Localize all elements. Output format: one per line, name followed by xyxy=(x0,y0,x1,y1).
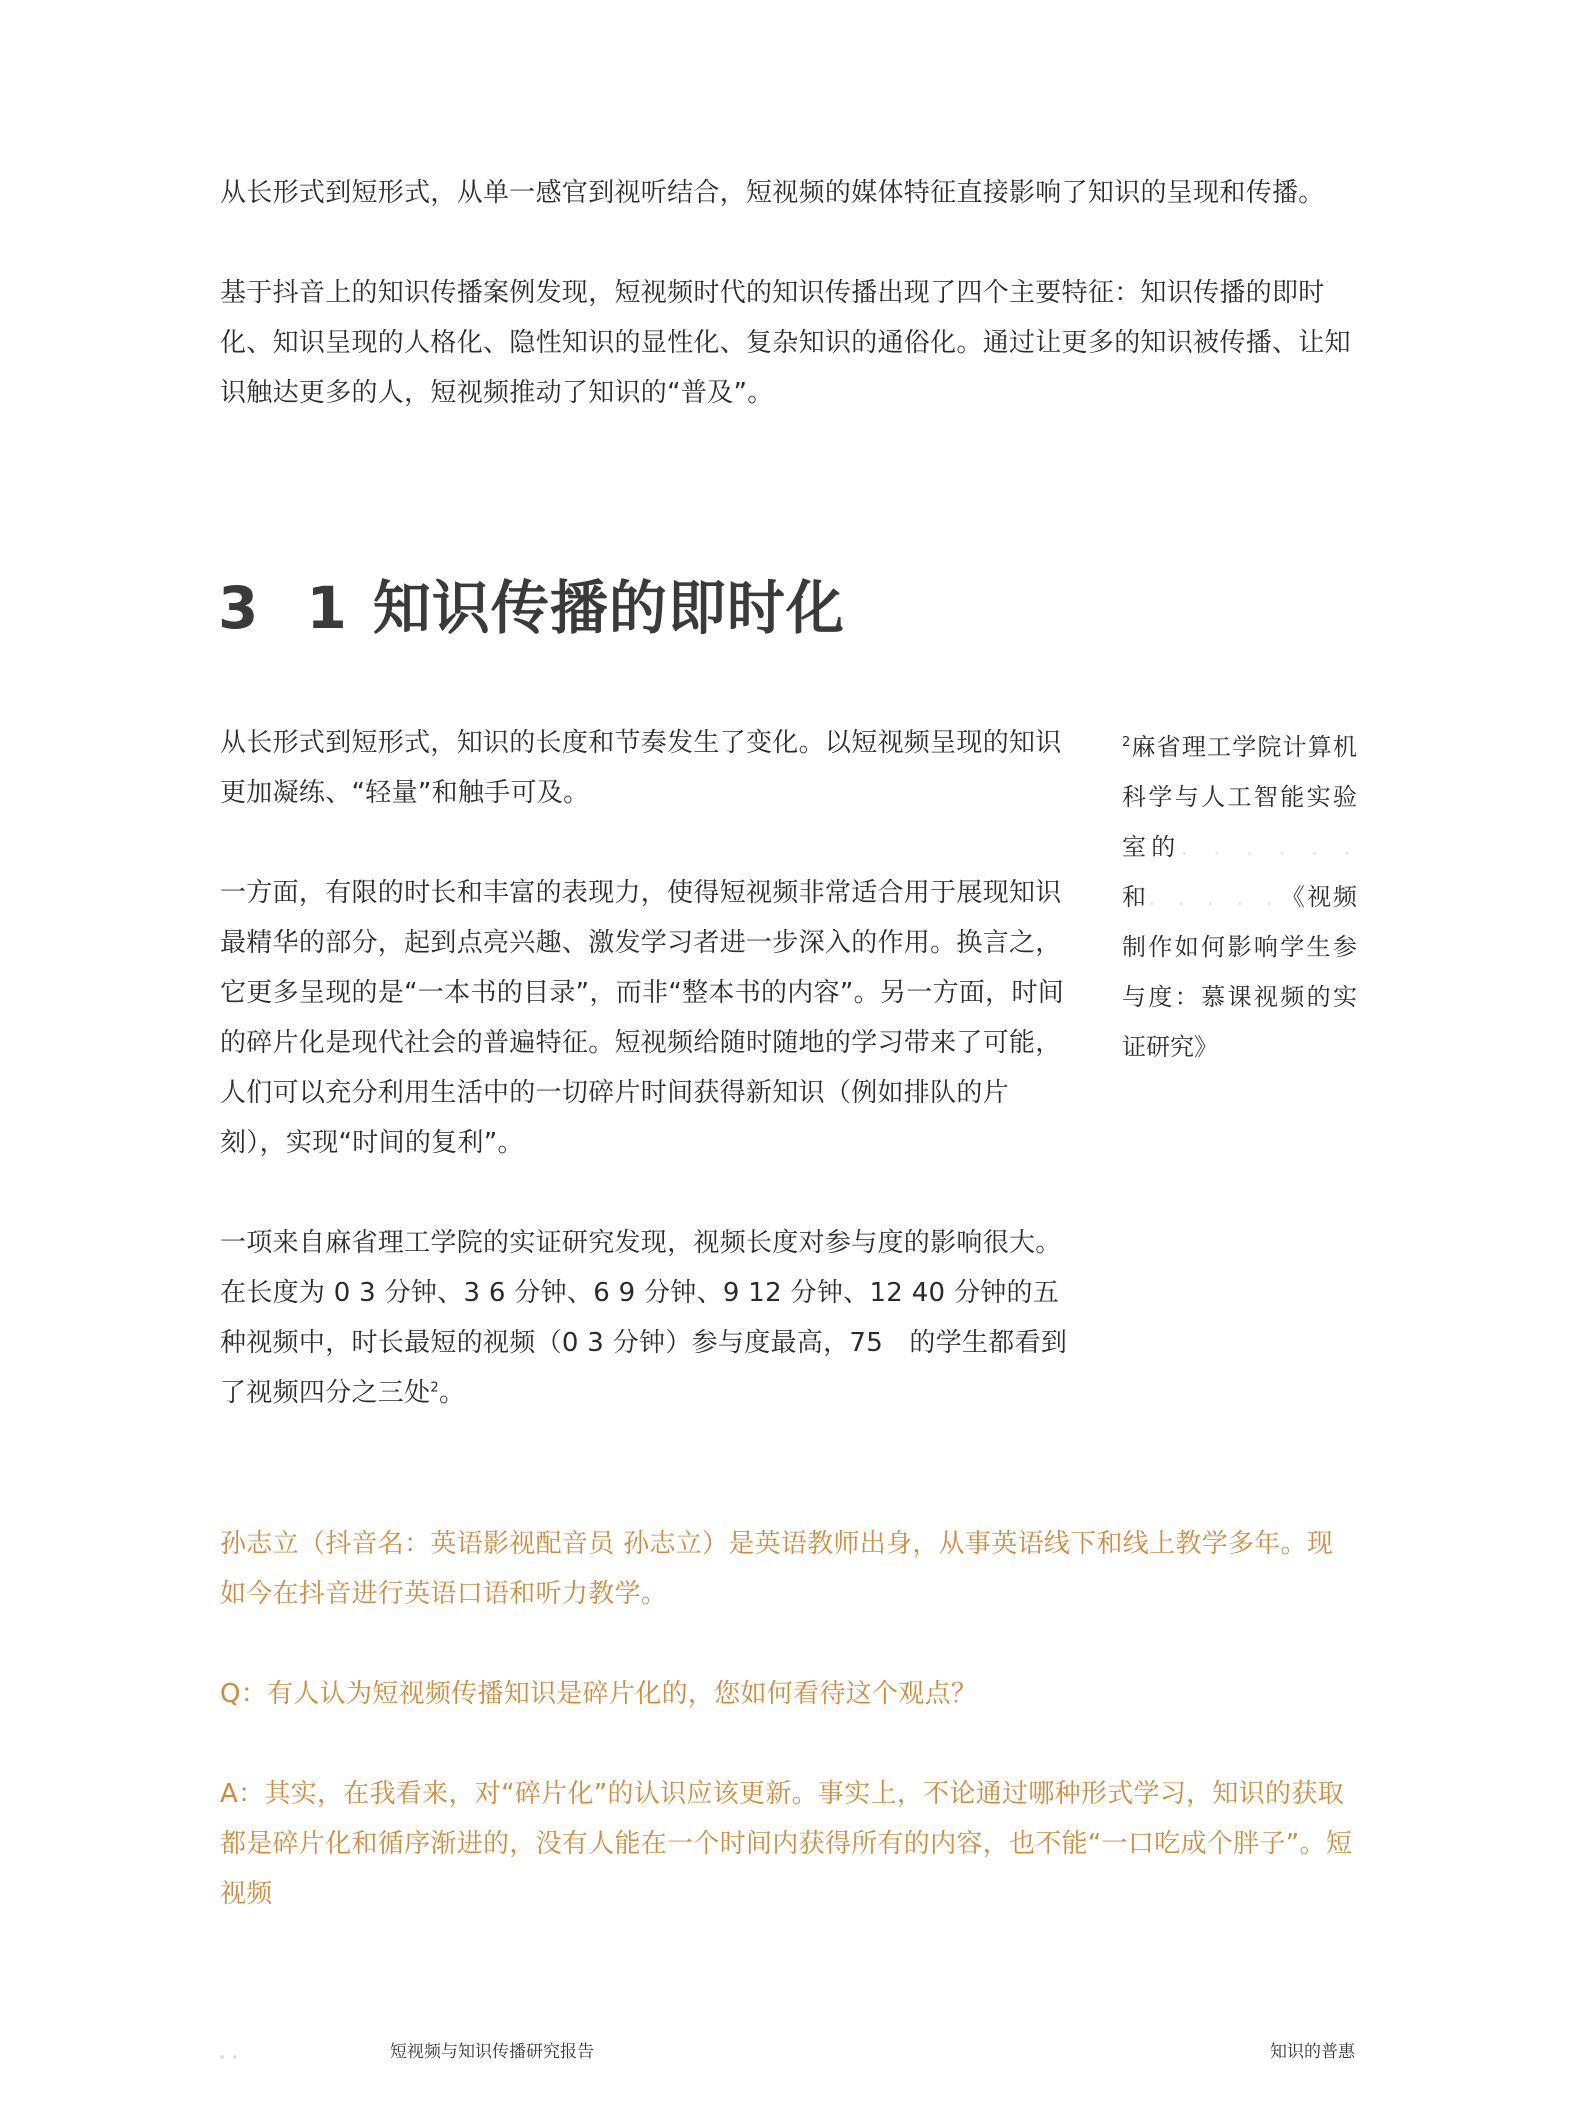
sidenote-faded-author-2: . . . . . xyxy=(1148,883,1279,911)
body-paragraph-3-text: 一项来自麻省理工学院的实证研究发现，视频长度对参与度的影响很大。在长度为 0 3 分钟、3 6 分钟、6 9 分钟、9 12 分钟、12 40 分钟的五种视频中，时长最短的视频（0 3 分钟）参与度最高，75 的学生都看到了视频四分之三处 xyxy=(220,1228,1068,1408)
section-title: 知识传播的即时化 xyxy=(372,574,845,642)
intro-paragraph-2: 基于抖音上的知识传播案例发现，短视频时代的知识传播出现了四个主要特征：知识传播的即时化、知识呈现的人格化、隐性知识的显性化、复杂知识的通俗化。通过让更多的知识被传播、让知识触达更多的人，短视频推动了知识的“普及”。 xyxy=(220,278,1351,408)
sidenote-text-3: 《视频制作如何影响学生参与度：慕课视频的实证研究》 xyxy=(1122,883,1357,1061)
body-paragraph-3 xyxy=(220,1218,1070,1418)
footer-chapter-title: 知识的普惠 xyxy=(1270,2042,1355,2062)
body-paragraph-3-end: 。 xyxy=(438,1378,466,1408)
intro-paragraph-1: 从长形式到短形式，从单一感官到视听结合，短视频的媒体特征直接影响了知识的呈现和传播。 xyxy=(220,178,1325,208)
sidenote-text-2: 和 xyxy=(1122,883,1149,911)
sidenote-text-1: 麻省理工学院计算机科学与人工智能实验室的 xyxy=(1122,733,1357,861)
sidenote-faded-author-1: . . . . . . xyxy=(1180,833,1357,861)
section-number: 3 1 xyxy=(218,574,361,642)
footer-page-mark: • • xyxy=(218,2050,239,2066)
body-paragraph-2: 一方面，有限的时长和丰富的表现力，使得短视频非常适合用于展现知识最精华的部分，起到点亮兴趣、激发学习者进一步深入的作用。换言之，它更多呈现的是“一本书的目录”，而非“整本书的内容”。另一方面，时间的碎片化是现代社会的普遍特征。短视频给随时随地的学习带来了可能，人们可以充分利用生活中的一切碎片时间获得新知识（例如排队的片刻），实现“时间的复利”。 xyxy=(220,878,1065,1158)
sidenote-footnote xyxy=(1122,722,1357,1072)
interview-question: Q：有人认为短视频传播知识是碎片化的，您如何看待这个观点？ xyxy=(220,1679,978,1709)
sidenote-number: 2 xyxy=(1122,735,1131,750)
footnote-reference[interactable]: 2 xyxy=(430,1380,439,1396)
footer-report-title: 短视频与知识传播研究报告 xyxy=(390,2042,594,2062)
body-paragraph-1: 从长形式到短形式，知识的长度和节奏发生了变化。以短视频呈现的知识更加凝练、“轻量”和触手可及。 xyxy=(220,728,1062,808)
section-heading xyxy=(218,568,845,648)
interview-intro: 孙志立（抖音名：英语影视配音员 孙志立）是英语教师出身，从事英语线下和线上教学多年。现如今在抖音进行英语口语和听力教学。 xyxy=(220,1529,1334,1609)
interview-answer: A：其实，在我看来，对“碎片化”的认识应该更新。事实上，不论通过哪种形式学习，知识的获取都是碎片化和循序渐进的，没有人能在一个时间内获得所有的内容，也不能“一口吃成个胖子”。短视频 xyxy=(220,1779,1353,1909)
